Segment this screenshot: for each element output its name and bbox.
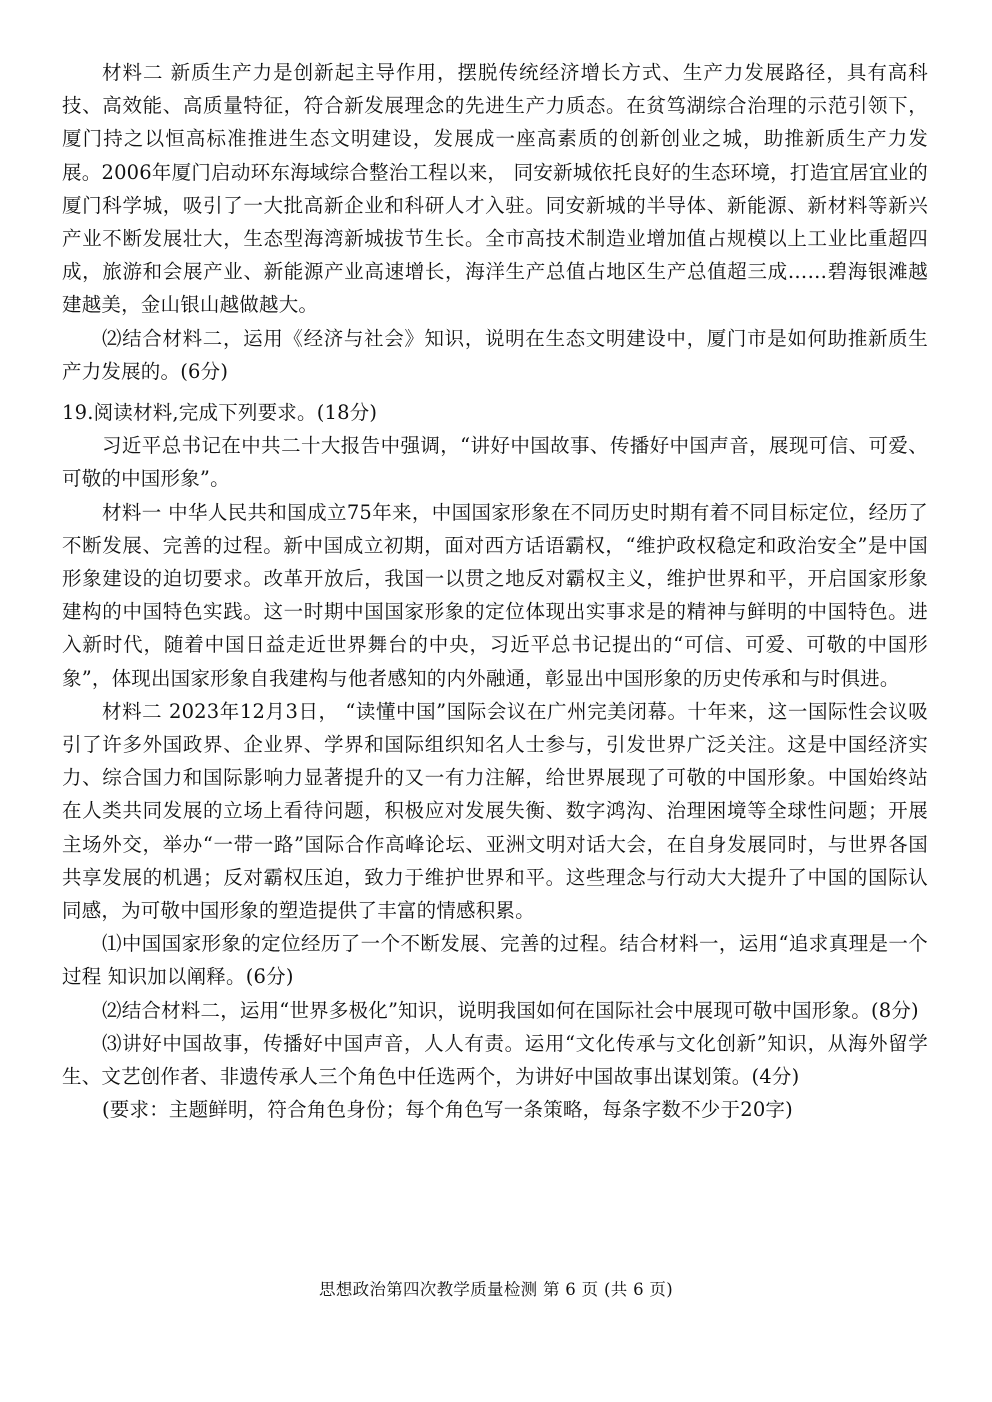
question-19-1: ⑴中国国家形象的定位经历了一个不断发展、完善的过程。结合材料一，运用“追求真理是一个过程 知识加以阐释。(6分): [62, 932, 928, 989]
question-19-heading: 19.阅读材料,完成下列要求。(18分): [62, 401, 378, 425]
page-footer: 思想政治第四次教学质量检测 第 6 页 (共 6 页): [319, 1280, 673, 1299]
question-19-material-2: 材料二 2023年12月3日， “读懂中国”国际会议在广州完美闭幕。十年来，这一国际性会议吸引了许多外国政界、企业界、学界和国际组织知名人士参与，引发世界广泛关注。这是中国经济实力、综合国力和国际影响力显著提升的又一有力注解，给世界展现了可敬的中国形象。中国始终站在人类共同发展的立场上看待问题，积极应对发展失衡、数字鸿沟、治理困境等全球性问题；开展主场外交，举办“一带一路”国际合作高峰论坛、亚洲文明对话大会，在自身发展同时，与世界各国共享发展的机遇；反对霸权压迫，致力于维护世界和平。这些理念与行动大大提升了中国的国际认同感，为可敬中国形象的塑造提供了丰富的情感积累。: [62, 699, 928, 923]
question-19-material-1: 材料一 中华人民共和国成立75年来，中国国家形象在不同历史时期有着不同目标定位，经历了不断发展、完善的过程。新中国成立初期，面对西方话语霸权，“维护政权稳定和政治安全”是中国形象建设的迫切要求。改革开放后，我国一以贯之地反对霸权主义，维护世界和平，开启国家形象建构的中国特色实践。这一时期中国国家形象的定位体现出实事求是的精神与鲜明的中国特色。进入新时代，随着中国日益走近世界舞台的中央，习近平总书记提出的“可信、可爱、可敬的中国形象”，体现出国家形象自我建构与他者感知的内外融通，彰显出中国形象的历史传承和与时俱进。: [62, 500, 928, 690]
question-19-2: ⑵结合材料二，运用“世界多极化”知识，说明我国如何在国际社会中展现可敬中国形象。(8分): [102, 998, 919, 1022]
question-19-intro: 习近平总书记在中共二十大报告中强调，“讲好中国故事、传播好中国声音，展现可信、可爱、可敬的中国形象”。: [62, 434, 928, 491]
material-2-paragraph: 材料二 新质生产力是创新起主导作用，摆脱传统经济增长方式、生产力发展路径，具有高科技、高效能、高质量特征，符合新发展理念的先进生产力质态。在贫笃湖综合治理的示范引领下，厦门持之以恒高标准推进生态文明建设，发展成一座高素质的创新创业之城，助推新质生产力发展。2006年厦门启动环东海域综合整治工程以来， 同安新城依托良好的生态环境，打造宜居宜业的厦门科学城，吸引了一大批高新企业和科研人才入驻。同安新城的半导体、新能源、新材料等新兴产业不断发展壮大，生态型海湾新城拔节生长。全市高技术制造业增加值占规模以上工业比重超四成，旅游和会展产业、新能源产业高速增长，海洋生产总值占地区生产总值超三成……碧海银滩越建越美，金山银山越做越大。: [62, 61, 928, 317]
exam-page-content: [62, 56, 928, 1127]
question-19-3: ⑶讲好中国故事，传播好中国声音，人人有责。运用“文化传承与文化创新”知识，从海外留学生、文艺创作者、非遗传承人三个角色中任选两个，为讲好中国故事出谋划策。(4分): [62, 1031, 928, 1089]
question-18-2: ⑵结合材料二，运用《经济与社会》知识，说明在生态文明建设中，厦门市是如何助推新质生产力发展的。(6分): [62, 326, 928, 383]
question-19-requirement: (要求：主题鲜明，符合角色身份；每个角色写一条策略，每条字数不少于20字): [102, 1098, 793, 1122]
